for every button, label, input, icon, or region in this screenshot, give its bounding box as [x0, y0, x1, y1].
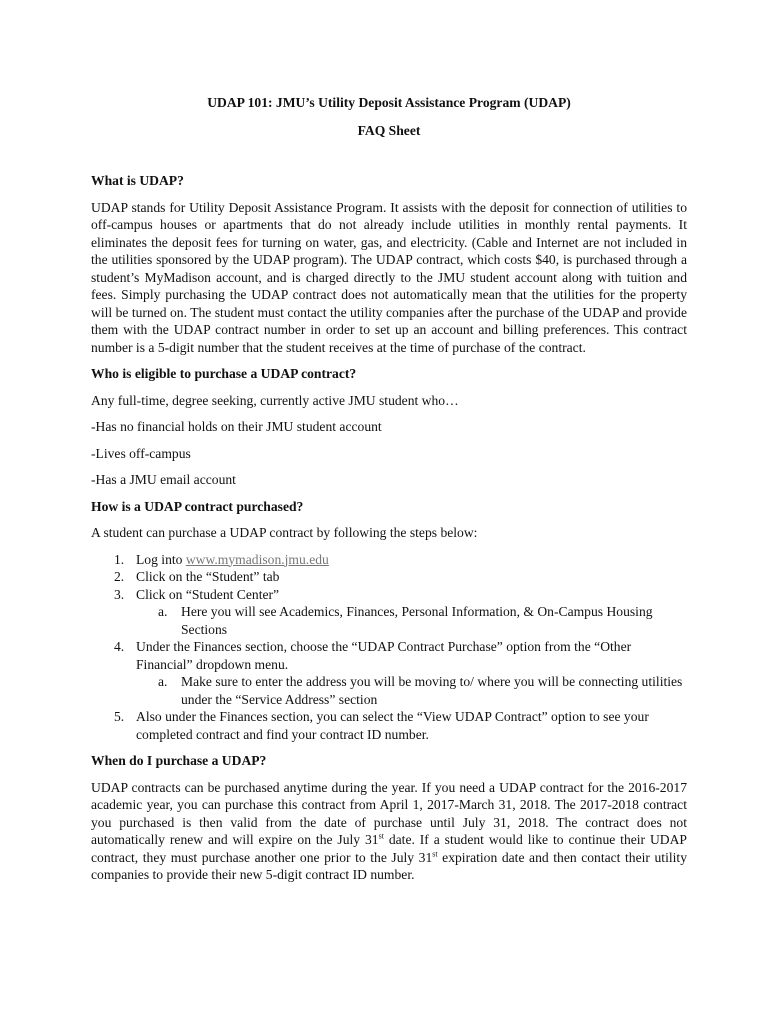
substep-text: Make sure to enter the address you will be moving to/ where you will be connecting utilities under the “Service Address” section	[181, 674, 683, 707]
eligible-item: -Has no financial holds on their JMU student account	[91, 419, 382, 434]
step-number: 5.	[114, 709, 125, 724]
step-item	[91, 586, 687, 639]
step-item	[91, 708, 687, 743]
substep-item	[136, 603, 687, 638]
step-item	[91, 638, 687, 708]
document-subtitle: FAQ Sheet	[357, 122, 421, 138]
step-number: 4.	[114, 639, 125, 654]
how-intro: A student can purchase a UDAP contract by following the steps below:	[91, 525, 478, 540]
step-text: Click on “Student Center”	[136, 586, 280, 602]
mymadison-link[interactable]: www.mymadison.jmu.edu	[185, 551, 329, 567]
step-number: 2.	[114, 569, 125, 584]
what-heading: What is UDAP?	[91, 173, 184, 188]
substeps-list	[136, 603, 687, 638]
step-text: Click on the “Student” tab	[136, 569, 280, 584]
when-body-part: UDAP contracts can be purchased anytime during the year. If you need a UDAP contract for the 2016-2017 academic year, you can purchase this contract from April 1, 2017-March 31, 2018. The 2017-2018 contract you purchased is then valid from the date of purchase until July 31, 2018. The contract does not automatically renew and will expire on the July 31	[91, 779, 687, 847]
substeps-list	[136, 673, 687, 708]
document-title: UDAP 101: JMU’s Utility Deposit Assistance Program (UDAP)	[207, 95, 571, 110]
how-heading: How is a UDAP contract purchased?	[91, 498, 304, 514]
when-heading: When do I purchase a UDAP?	[91, 753, 267, 768]
step-text: Log into	[136, 551, 186, 567]
superscript: st	[432, 848, 438, 858]
eligible-item: -Lives off-campus	[91, 445, 191, 461]
when-body	[91, 779, 687, 884]
step-text: Also under the Finances section, you can select the “View UDAP Contract” option to see your completed contract and find your contract ID number.	[136, 709, 649, 742]
eligible-heading: Who is eligible to purchase a UDAP contract?	[91, 366, 357, 381]
substep-letter: a.	[158, 674, 168, 689]
step-text: Under the Finances section, choose the “UDAP Contract Purchase” option from the “Other Financial” dropdown menu.	[136, 639, 632, 672]
step-item	[91, 568, 687, 586]
steps-list	[91, 551, 687, 744]
faq-document	[91, 88, 687, 884]
what-body: UDAP stands for Utility Deposit Assistance Program. It assists with the deposit for connection of utilities to off-campus houses or apartments that do not already include utilities in monthly rental payments. It eliminates the deposit fees for turning on water, gas, and electricity. (Cable and Internet are not included in the utilities sponsored by the UDAP program). The UDAP contract, which costs $40, is purchased through a student’s MyMadison account, and is charged directly to the JMU student account along with tuition and fees. Simply purchasing the UDAP contract does not automatically mean that the utilities for the property will be turned on. The student must contact the utility companies after the purchase of the UDAP and provide them with the UDAP contract number in order to set up an account and billing preferences. This contract number is a 5-digit number that the student receives at the time of purchase of the contract.	[91, 199, 687, 355]
step-number: 1.	[114, 551, 125, 567]
eligible-item: -Has a JMU email account	[91, 472, 236, 487]
substep-text: Here you will see Academics, Finances, Personal Information, & On-Campus Housing Sections	[181, 604, 653, 637]
substep-letter: a.	[158, 604, 168, 619]
substep-item	[136, 673, 687, 708]
eligible-intro: Any full-time, degree seeking, currently active JMU student who…	[91, 392, 459, 408]
step-number: 3.	[114, 586, 125, 602]
when-body-part: expiration date and then contact their utility companies to provide their new 5-digit contract ID number.	[91, 849, 687, 882]
step-item	[91, 551, 687, 569]
superscript: st	[378, 831, 384, 841]
when-body-part: date. If a student would like to continue their UDAP contract, they must purchase another one prior to the July 31	[91, 832, 687, 865]
